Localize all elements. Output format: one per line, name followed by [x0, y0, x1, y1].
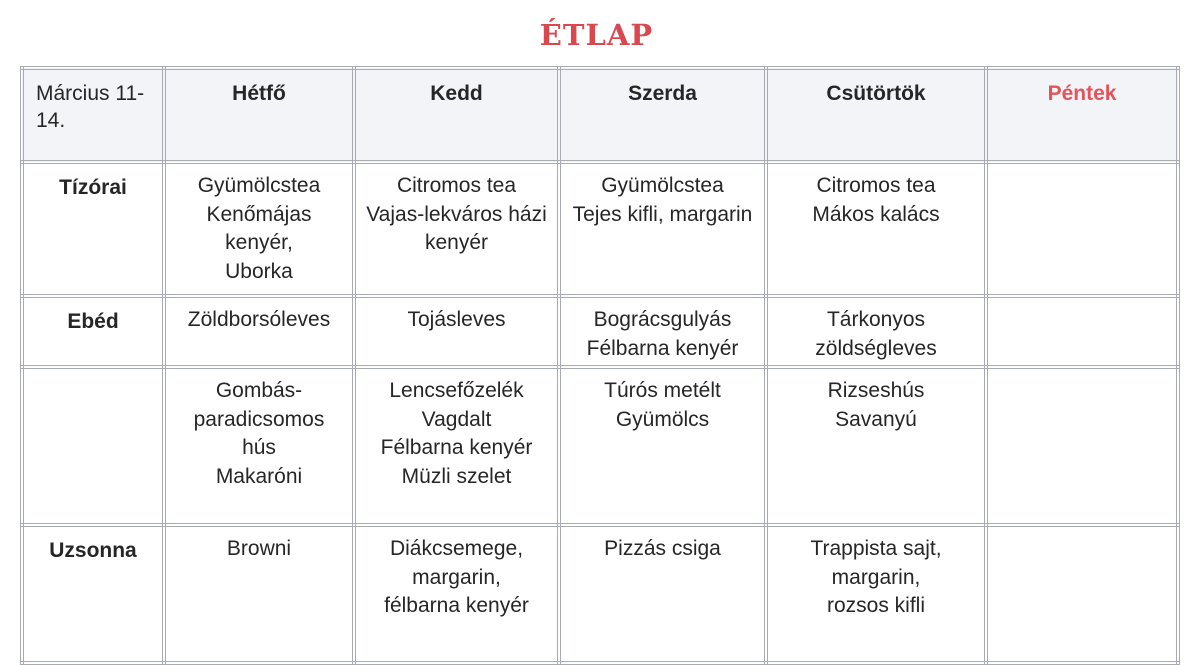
table-row — [22, 296, 1178, 367]
menu-item-line: félbarna kenyér — [384, 594, 529, 617]
menu-item-line: Browni — [226, 537, 292, 560]
menu-item-line: Tárkonyos — [826, 308, 926, 331]
menu-cell — [986, 162, 1178, 296]
menu-item-line: Kenőmájas — [206, 202, 312, 226]
menu-cell — [164, 367, 354, 525]
menu-item-line: margarin, — [412, 565, 501, 589]
menu-cell — [559, 296, 766, 367]
menu-item-line: Müzli szelet — [401, 464, 512, 488]
meal-label-uzsonna: Uzsonna — [22, 525, 164, 663]
menu-item-line: zöldségleves — [815, 336, 937, 360]
menu-cell — [354, 296, 559, 367]
menu-cell — [766, 296, 986, 367]
meal-label-ebed: Ebéd — [22, 296, 164, 367]
menu-cell — [559, 525, 766, 663]
menu-cell — [559, 367, 766, 525]
menu-item-line: Gyümölcstea — [601, 174, 724, 197]
menu-item-line: Uborka — [225, 259, 293, 283]
menu-item-line: kenyér, — [225, 231, 293, 254]
menu-item-line: Zöldborsóleves — [187, 308, 331, 331]
meal-label-main-course — [22, 367, 164, 525]
table-row — [22, 367, 1178, 525]
menu-item-line: Savanyú — [835, 407, 917, 431]
menu-item-line: Gyümölcstea — [197, 174, 321, 197]
menu-item-line: Lencsefőzelék — [389, 379, 524, 402]
menu-table — [20, 66, 1180, 665]
menu-item-line: rozsos kifli — [826, 594, 926, 617]
menu-item-line: Félbarna kenyér — [380, 436, 533, 459]
menu-item-line: Mákos kalács — [812, 202, 940, 226]
menu-cell — [354, 367, 559, 525]
menu-cell — [766, 162, 986, 296]
header-row — [22, 68, 1178, 162]
menu-item-line: Vajas-lekváros házi — [366, 202, 547, 226]
menu-item-line: Rizseshús — [827, 379, 925, 402]
menu-cell — [164, 162, 354, 296]
menu-item-line: Gombás- — [215, 379, 303, 402]
day-header-wednesday: Szerda — [559, 68, 766, 162]
menu-item-line: Citromos tea — [396, 174, 517, 197]
meal-label-tizorai: Tízórai — [22, 162, 164, 296]
menu-item-line: Makaróni — [215, 464, 303, 488]
menu-cell — [986, 525, 1178, 663]
menu-item-line: Pizzás csiga — [604, 537, 721, 560]
menu-item-line: hús — [242, 436, 276, 459]
date-range-header: Március 11-14. — [22, 68, 164, 162]
menu-cell — [164, 296, 354, 367]
menu-cell — [766, 367, 986, 525]
menu-cell — [164, 525, 354, 663]
menu-cell — [986, 296, 1178, 367]
menu-item-line: margarin, — [831, 565, 921, 589]
menu-item-line: Trappista sajt, — [810, 537, 942, 560]
table-row — [22, 162, 1178, 296]
menu-item-line: Túrós metélt — [604, 379, 721, 402]
menu-item-line: Tojásleves — [407, 308, 506, 331]
menu-item-line: Citromos tea — [816, 174, 936, 197]
day-header-friday: Péntek — [986, 68, 1178, 162]
page-title: ÉTLAP — [539, 18, 654, 52]
menu-item-line: Félbarna kenyér — [586, 336, 739, 360]
day-header-monday: Hétfő — [164, 68, 354, 162]
table-row — [22, 525, 1178, 663]
menu-cell — [354, 162, 559, 296]
menu-cell — [354, 525, 559, 663]
menu-item-line: paradicsomos — [193, 407, 325, 431]
menu-cell — [559, 162, 766, 296]
menu-item-line: Bográcsgulyás — [593, 308, 732, 331]
menu-item-line: Gyümölcs — [615, 407, 710, 431]
day-header-tuesday: Kedd — [354, 68, 559, 162]
menu-item-line: Vagdalt — [421, 407, 492, 431]
menu-item-line: Tejes kifli, margarin — [572, 202, 753, 226]
menu-cell — [986, 367, 1178, 525]
menu-cell — [766, 525, 986, 663]
day-header-thursday: Csütörtök — [766, 68, 986, 162]
menu-item-line: Diákcsemege, — [389, 537, 524, 560]
menu-item-line: kenyér — [424, 231, 489, 254]
